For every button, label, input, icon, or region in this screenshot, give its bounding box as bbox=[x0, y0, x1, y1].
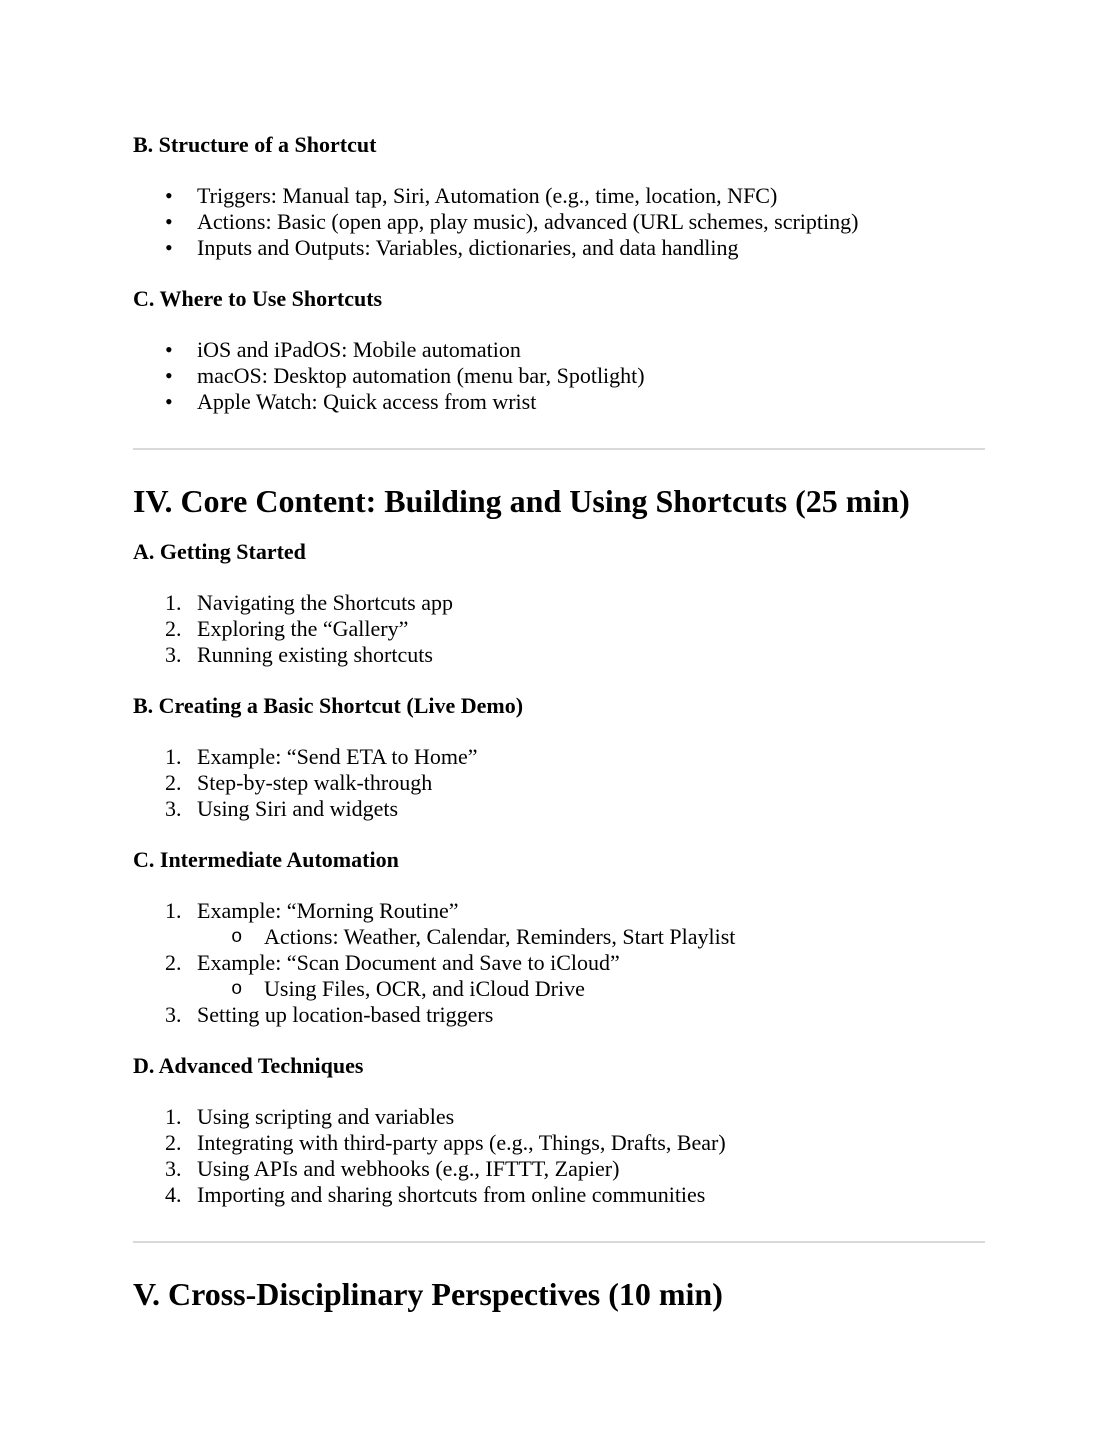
list-item bbox=[133, 898, 985, 950]
list-item bbox=[133, 590, 985, 616]
heading-cross-disciplinary: V. Cross-Disciplinary Perspectives (10 min) bbox=[133, 1276, 723, 1312]
number-marker: 3. bbox=[165, 1156, 182, 1181]
list-item bbox=[133, 389, 985, 415]
numbered-list-basic-shortcut bbox=[133, 744, 985, 822]
sub-bullet-list bbox=[197, 976, 985, 1002]
list-item bbox=[133, 950, 985, 1002]
numbered-list-intermediate bbox=[133, 898, 985, 1028]
list-item-text: Importing and sharing shortcuts from online communities bbox=[197, 1182, 706, 1207]
circle-marker: o bbox=[231, 978, 243, 1000]
number-marker: 2. bbox=[165, 1130, 182, 1155]
list-item-text: Example: “Morning Routine” bbox=[197, 898, 459, 923]
bullet-marker: • bbox=[165, 389, 173, 414]
heading-structure-of-a-shortcut: B. Structure of a Shortcut bbox=[133, 132, 377, 157]
list-item bbox=[133, 363, 985, 389]
list-item-text: Using scripting and variables bbox=[197, 1104, 455, 1129]
list-item-text: Integrating with third-party apps (e.g., Things, Drafts, Bear) bbox=[197, 1130, 726, 1155]
number-marker: 2. bbox=[165, 616, 182, 641]
circle-marker: o bbox=[231, 926, 243, 948]
number-marker: 2. bbox=[165, 950, 182, 975]
number-marker: 3. bbox=[165, 796, 182, 821]
number-marker: 3. bbox=[165, 1002, 182, 1027]
number-marker: 4. bbox=[165, 1182, 182, 1207]
list-item-text: Navigating the Shortcuts app bbox=[197, 590, 454, 615]
heading-getting-started: A. Getting Started bbox=[133, 539, 306, 564]
list-item bbox=[133, 1002, 985, 1028]
list-item bbox=[133, 1156, 985, 1182]
bullet-list-where bbox=[133, 337, 985, 415]
list-item-text: Running existing shortcuts bbox=[197, 642, 433, 667]
bullet-marker: • bbox=[165, 209, 173, 234]
list-item bbox=[133, 796, 985, 822]
list-item-text: Using APIs and webhooks (e.g., IFTTT, Zapier) bbox=[197, 1156, 620, 1181]
number-marker: 2. bbox=[165, 770, 182, 795]
list-item bbox=[133, 209, 985, 235]
list-item-text: macOS: Desktop automation (menu bar, Spotlight) bbox=[197, 363, 645, 388]
heading-intermediate-automation: C. Intermediate Automation bbox=[133, 847, 399, 872]
list-item bbox=[133, 1104, 985, 1130]
list-item-text: Setting up location-based triggers bbox=[197, 1002, 494, 1027]
list-item-text: Triggers: Manual tap, Siri, Automation (e.g., time, location, NFC) bbox=[197, 183, 778, 208]
number-marker: 1. bbox=[165, 1104, 182, 1129]
list-item bbox=[133, 1130, 985, 1156]
list-item bbox=[133, 337, 985, 363]
list-item bbox=[133, 770, 985, 796]
list-item-text: Inputs and Outputs: Variables, dictionaries, and data handling bbox=[197, 235, 739, 260]
list-item-text: Step-by-step walk-through bbox=[197, 770, 433, 795]
list-item bbox=[133, 235, 985, 261]
sub-bullet-list bbox=[197, 924, 985, 950]
list-item-text: Exploring the “Gallery” bbox=[197, 616, 409, 641]
list-item-text: Actions: Basic (open app, play music), advanced (URL schemes, scripting) bbox=[197, 209, 859, 234]
list-item bbox=[133, 642, 985, 668]
numbered-list-advanced bbox=[133, 1104, 985, 1208]
list-item bbox=[133, 1182, 985, 1208]
section-divider bbox=[133, 1241, 985, 1243]
list-item-text: Using Siri and widgets bbox=[197, 796, 399, 821]
heading-creating-basic-shortcut: B. Creating a Basic Shortcut (Live Demo) bbox=[133, 693, 524, 718]
bullet-marker: • bbox=[165, 235, 173, 260]
heading-advanced-techniques: D. Advanced Techniques bbox=[133, 1053, 364, 1078]
bullet-marker: • bbox=[165, 183, 173, 208]
list-item-text: Example: “Scan Document and Save to iCloud” bbox=[197, 950, 620, 975]
list-item-text: Apple Watch: Quick access from wrist bbox=[197, 389, 537, 414]
number-marker: 1. bbox=[165, 590, 182, 615]
list-item-text: Example: “Send ETA to Home” bbox=[197, 744, 478, 769]
number-marker: 1. bbox=[165, 898, 182, 923]
sub-list-item bbox=[197, 976, 985, 1002]
sub-list-item-text: Using Files, OCR, and iCloud Drive bbox=[264, 976, 585, 1001]
bullet-marker: • bbox=[165, 337, 173, 362]
list-item bbox=[133, 744, 985, 770]
bullet-list-structure bbox=[133, 183, 985, 261]
heading-where-to-use-shortcuts: C. Where to Use Shortcuts bbox=[133, 286, 383, 311]
sub-list-item bbox=[197, 924, 985, 950]
numbered-list-getting-started bbox=[133, 590, 985, 668]
list-item bbox=[133, 616, 985, 642]
list-item-text: iOS and iPadOS: Mobile automation bbox=[197, 337, 521, 362]
section-divider bbox=[133, 448, 985, 450]
list-item bbox=[133, 183, 985, 209]
heading-core-content: IV. Core Content: Building and Using Shortcuts (25 min) bbox=[133, 483, 910, 519]
number-marker: 3. bbox=[165, 642, 182, 667]
bullet-marker: • bbox=[165, 363, 173, 388]
sub-list-item-text: Actions: Weather, Calendar, Reminders, Start Playlist bbox=[264, 924, 736, 949]
number-marker: 1. bbox=[165, 744, 182, 769]
